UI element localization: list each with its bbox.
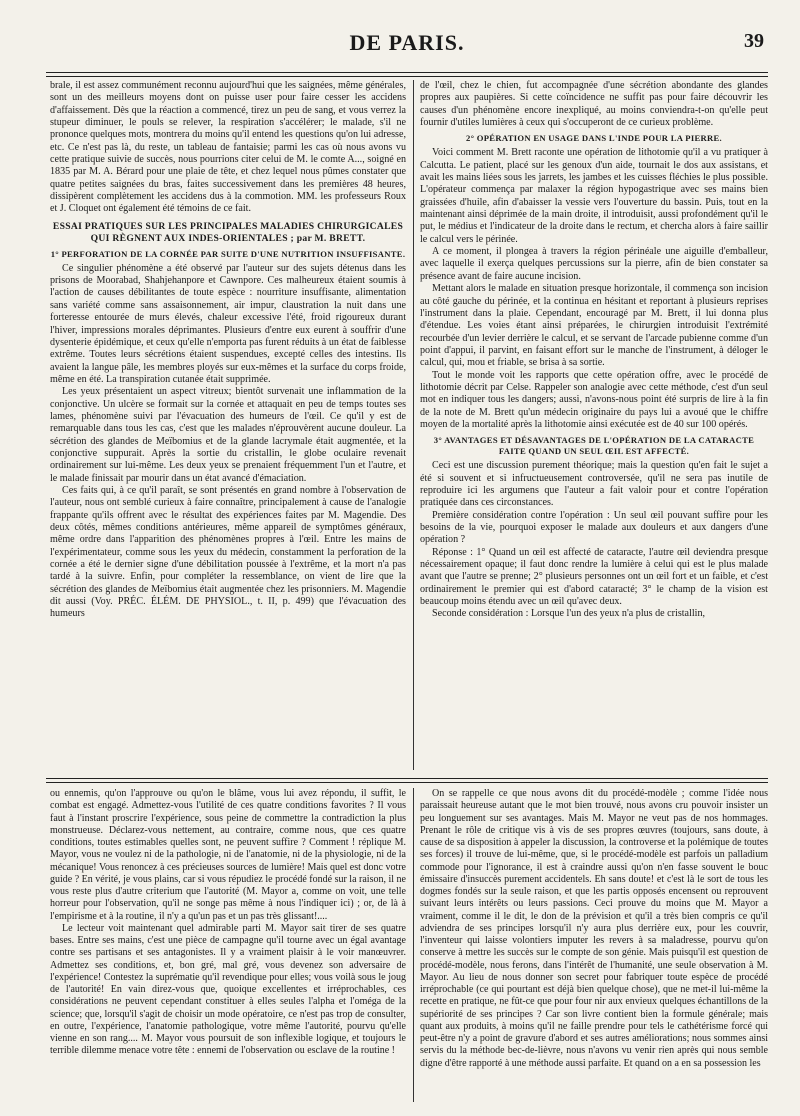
paragraph: Seconde considération : Lorsque l'un des yeux n'a plus de cristallin,: [432, 608, 706, 620]
paragraph: Voici comment M. Brett raconte une opération de lithotomie qu'il a vu pratiquer à Calcutta. Le patient, placé sur les genoux d'un aide, tournait le dos aux assistans, et avait les mains liées sous les jarrets, les jambes et les cuisses fléchies le plus possible. L'opérateur commença par malaxer la région hypogastrique avec ses mains bien graissées d'huile, afin d'abaisser la vessie vers l'ouverture du bassin. Puis, tout en la maintenant ainsi déprimée de la main droite, il introduisit, aussi profondément qu'il le put, le médius et l'indicateur de la droite dans le rectum, et chercha alors à faire saillir le calcul vers le périnée.: [420, 147, 768, 245]
paragraph: brale, il est assez communément reconnu aujourd'hui que les saignées, même générales, sont un des meilleurs moyens dont on puisse user pour faire cesser les accidens d'affaissement. Dès que la réaction a commencé, tirez un peu de sang, et vous verrez la stupeur diminuer, le pouls se relever, la respiration s'accélérer; le malade, s'il ne prononce quelques mots, montrera du moins qu'il entend les questions qu'on lui adresse, etc. Ce n'est pas là, du reste, un tableau de fantaisie; parmi les cas où nous avons vu cette pratique suivie de succès, nous pourrions citer celui de M. le comte A..., soigné en 1835 par M. A. Bérard pour une plaie de tête, et chez lequel nous pûmes constater que quatre petites saignées du bras, faites successivement dans les premières 48 heures, dissipèrent complètement les accidens dus à la commotion. MM. les professeurs Roux et J. Cloquet ont également été témoins de ce fait.: [50, 80, 406, 215]
section-rule: [46, 778, 768, 779]
header-rule: [46, 72, 768, 73]
header-rule-thin: [46, 76, 768, 77]
page-number: 39: [744, 30, 764, 52]
column-divider: [413, 80, 414, 770]
paragraph: Réponse : 1° Quand un œil est affecté de cataracte, l'autre œil deviendra presque nécessairement opaque; il faut donc rendre la lumière à celui qui est le plus malade avant que l'autre se prenne; 2° plusieurs personnes ont un œil fort et un faible, et c'est ordinairement le premier qui est d'abord cataracté; 3° le champ de la vision est beaucoup moins étendu avec un œil qu'avec deux.: [420, 546, 768, 608]
section-heading: ESSAI PRATIQUES SUR LES PRINCIPALES MALADIES CHIRURGICALES QUI RÈGNENT AUX INDES-ORIENTALES ; par M. BRETT.: [52, 220, 404, 244]
subsection-heading: 2° OPÉRATION EN USAGE DANS L'INDE POUR LA PIERRE.: [465, 133, 722, 144]
top-right-column: [420, 80, 768, 772]
paragraph: Ceci est une discussion purement théorique; mais la question qu'en fait le sujet a été si souvent et si infructueusement controversée, qu'il ne sera pas inutile de reproduire ici les argumens que l'auteur a fait valoir pour et contre l'opération pratiquée dans ces circonstances.: [420, 460, 768, 509]
paragraph: de l'œil, chez le chien, fut accompagnée d'une sécrétion abondante des glandes propres aux paupières. Si cette coïncidence ne suffit pas pour faire découvrir les causes d'un phénomène encore inexpliqué, au moins conviendra-t-on qu'elle peut fournir d'utiles lumières à ceux qui s'occuperont de ce curieux problème.: [420, 80, 768, 129]
paragraph: ou ennemis, qu'on l'approuve ou qu'on le blâme, vous lui avez répondu, il suffit, le combat est engagé. Admettez-vous l'utilité de ces quatre conditions favorites ? Il vous faut à l'instant proscrire l'expérience, sous peine de commettre la contradiction la plus monstrueuse. Déclarez-vous nettement, au contraire, comme nous, que ces quatre conditions, toutes estimables quelles sont, ne peuvent suffire ? Comment ! réplique M. Mayor, vous ne voulez ni de la pathologie, ni de l'anatomie, ni de la physiologie, ni de la mécanique! Vous renoncez à ces précieuses sources de lumière! Mais quel est donc votre guide ? En vérité, je vous plains, car si vous répudiez le procédé fondé sur la raison, il ne vous reste plus d'autre criterium que l'autorité (M. Mayor a, comme on voit, une telle horreur pour l'observation, qu'il ne songe pas même à nous l'indiquer ici) ; or, de là à l'empirisme et à la routine, il n'y a qu'un pas et un pas très glissant!....: [50, 788, 406, 922]
paragraph: Ce singulier phénomène a été observé par l'auteur sur des sujets détenus dans les prisons de Moorabad, Shahjehanpore et Cawnpore. Ces malheureux étaient soumis à l'action de causes débilitantes de toute espèce : nourriture insuffisante, alimentation sans variété comme sans assaisonnement, air impur, claustration la nuit dans une forteresse entourée de murs élevés, chaleur excessive l'été, froid rigoureux durant l'hiver, impressions morales déprimantes. Plusieurs d'entre eux eurent à souffrir d'une dysenterie épidémique, et ceux qu'elle n'emporta pas furent réduits à un état de faiblesse extrême. Toutes leurs sécrétions étaient suspendues, excepté celles des intestins. Ils avaient la langue pâle, les membres ployés sur eux-mêmes et la surface du corps froide, même en été. La transpiration cutanée était supprimée.: [50, 262, 406, 385]
subsection-heading: 3° AVANTAGES ET DÉSAVANTAGES DE L'OPÉRATION DE LA CATARACTE FAITE QUAND UN SEUL ŒIL EST AFFECTÉ.: [433, 435, 755, 457]
paragraph: Le lecteur voit maintenant quel admirable parti M. Mayor sait tirer de ses quatre bases. Entre ses mains, c'est une pièce de campagne qu'il tourne avec un égal avantage contre ses partisans et ses antagonistes. Il y a vraiment plaisir à le voir manœuvrer. Admettez ses conditions, et, bon gré, mal gré, vous devenez son adversaire de l'expérience! Contestez la suprématie qu'il revendique pour elles; vous voilà sous le joug de l'autorité! En vain direz-vous que, quoique excellentes et irréprochables, ces considérations ne peuvent cependant constituer à elles seules l'alpha et l'oméga de la science; que, lorsqu'il s'agit de choisir un mode opératoire, ce n'est pas trop de consulter, en outre, l'expérience, l'anatomie pathologique, votre même l'autorité, pourvu qu'elle vienne en son rang.... M. Mayor vous poursuit de son inflexible logique, et toujours le terrible dilemme menace votre tête : ennemi de l'observation ou esclave de la routine !: [50, 922, 406, 1057]
section-rule-thin: [46, 782, 768, 783]
bottom-left-column: [50, 788, 406, 1104]
paragraph: On se rappelle ce que nous avons dit du procédé-modèle ; comme l'idée nous paraissait heureuse autant que le mot bien trouvé, nous avons cru pouvoir insister un peu longuement sur ses avantages. Mais M. Mayor ne veut pas de nos hommages. Prenant le rôle de critique vis à vis de ses propres œuvres (toujours, sans doute, à cause de sa disposition à appeler la discussion, la controverse et la polémique de toutes ses forces) il trouve de lui-même, que, si le procédé-modèle est parfois un palladium commode pour l'ignorance, il est à craindre aussi qu'on n'en fasse souvent le bouc émissaire d'insuccès purement accidentels. Eh sans doute! et c'est là le sort de tous les dogmes fondés sur la seule raison, et que les partis opposés encensent ou reprouvent suivant leurs intérêts ou leurs passions. Ceci prouve du moins que M. Mayor a vraiment, comme il le dit, le don de la prévision et qu'il a très bien compris ce qu'il adviendra de ses principes lorsqu'il n'y aura plus derrière eux, pour les couvrir, l'inventeur qui laisse volontiers imputer les revers à sa maladresse, pourvu qu'on conserve à mettre les succès sur le compte de son génie. Mais puisqu'il est question de procédé-modèle, nous ferons, dans l'intérêt de l'humanité, une seule observation à M. Mayor. Au lieu de nous donner son secret pour fabriquer toute espèce de procédé irréprochable (ce qui pourtant est déjà bien quelque chose), que ne met-il lui-même la recette en pratique, ne fût-ce que pour four nir aux envieux quelques échantillons de la supériorité de ses principes ? Car son livre contient bien la formule générale; mais quant aux produits, à moins qu'il ne faille prendre pour tels le cathétérisme forcé qui peut-être n'y a point de gravure d'abord et ses autres améliorations; nous sommes ainsi servis du la méthode bec-de-lièvre, nous n'avons vu venir rien après qui nous semble digne d'être rapporté à une méthode aussi parfaite. Et quand on a en sa possession les: [420, 788, 768, 1069]
bottom-right-column: [420, 788, 768, 1104]
paragraph: A ce moment, il plongea à travers la région périnéale une aiguille d'emballeur, avec laquelle il exerça quelques percussions sur la pierre, afin de bien constater sa présence avant de faire aucune incision.: [420, 246, 768, 282]
paragraph: Les yeux présentaient un aspect vitreux; bientôt survenait une inflammation de la conjonctive. Un ulcère se formait sur la cornée et attaquait en peu de temps toutes ses lames, phénomène suivi par l'évacuation des humeurs de l'œil. Ce qu'il y est de remarquable dans tous les cas, c'est que les malades n'éprouvèrent aucune douleur. La sécrétion des glandes de Meïbomius et de la glande lacrymale était augmentée, et la conjonctive suppurait. Après la sortie du cristallin, le globe oculaire revenait ordinairement sur lui-même. Les deux yeux se prenaient fréquemment l'un et l'autre, et le malade finissait par mourir dans un état avancé d'émaciation.: [50, 386, 406, 484]
paragraph: Ces faits qui, à ce qu'il paraît, se sont présentés en grand nombre à l'observation de l'auteur, nous ont semblé curieux à faire connaître, principalement à cause de l'analogie frappante qu'ils offrent avec le résultat des expériences faites par M. Magendie. Des deux côtés, mêmes conditions antérieures, même appareil de symptômes généraux, même ordre dans l'apparition des phénomènes propres à l'œil. Entre les mains de l'expérimentateur, comme sous les yeux du médecin, constamment la perforation de la cornée a été le dernier signe d'une débilitation poussée à l'extrême, et la mort n'a pas tardé à la suivre. Enfin, pour compléter la ressemblance, on vient de lire que la sécrétion des glandes de Meïbomius était augmentée chez les prisonniers. M. Magendie dit aussi (Voy. PRÉC. ÉLÉM. DE PHYSIOL., t. II, p. 499) que l'évacuation des humeurs: [50, 484, 406, 620]
paragraph: Première considération contre l'opération : Un seul œil pouvant suffire pour les besoins de la vie, pourquoi exposer le malade aux douleurs et aux dangers d'une opération ?: [420, 509, 768, 546]
subsection-heading: 1° PERFORATION DE LA CORNÉE PAR SUITE D'UNE NUTRITION INSUFFISANTE.: [50, 248, 406, 259]
top-left-column: [50, 80, 406, 772]
page-header: [46, 22, 768, 72]
paragraph: Mettant alors le malade en situation presque horizontale, il commença son incision au côté gauche du périnée, et la continua en hésitant et reportant à plusieurs reprises l'instrument dans la plaie. Cependant, encouragé par M. Brett, il lui donna plus d'étendue. Les voies étant ainsi préparées, le chirurgien introduisit l'extrémité recourbée d'un levier derrière le calcul, et se servant de l'arcade pubienne comme d'un point d'appui, il parvint, en faisant effort sur le manche de l'instrument, à déloger le calcul, qui, mou et friable, se brisa à sa sortie.: [420, 283, 768, 369]
paragraph: Tout le monde voit les rapports que cette opération offre, avec le procédé de lithotomie décrit par Celse. Rappeler son analogie avec cette méthode, c'est d'un seul mot en indiquer tous les dangers; aussi, n'avons-nous point été surpris de lire à la fin de la note de M. Brett qu'un médecin originaire du pays lui a avoué que le chiffre moyen de la mortalité après la lithotomie ainsi exécutée est de 40 sur 100 opérés.: [420, 369, 768, 430]
column-divider: [413, 788, 414, 1102]
masthead-title: DE PARIS.: [349, 30, 465, 55]
